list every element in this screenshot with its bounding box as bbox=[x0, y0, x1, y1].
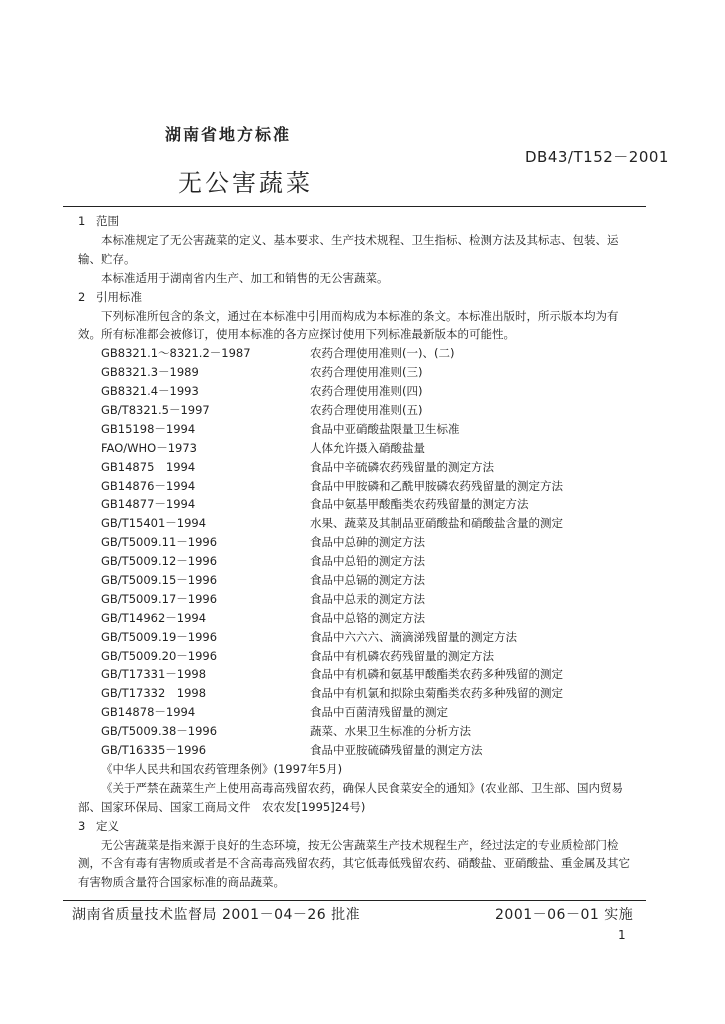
pesticide-regulation-reference: 《中华人民共和国农药管理条例》(1997年5月) bbox=[101, 761, 343, 776]
reference-code: GB14877－1994 bbox=[101, 497, 196, 512]
implementation-date: 2001－06－01 实施 bbox=[495, 907, 634, 923]
reference-code: GB/T17331－1998 bbox=[101, 667, 207, 682]
section-title: 定义 bbox=[96, 818, 119, 833]
reference-title: 农药合理使用准则(五) bbox=[310, 403, 423, 418]
reference-code: GB/T5009.17－1996 bbox=[101, 591, 218, 606]
reference-title: 食品中百菌清残留量的测定 bbox=[310, 705, 448, 720]
reference-code: GB/T15401－1994 bbox=[101, 516, 207, 531]
reference-code: GB15198－1994 bbox=[101, 421, 196, 436]
reference-code: GB/T5009.19－1996 bbox=[101, 629, 218, 644]
reference-row bbox=[78, 722, 638, 741]
reference-row bbox=[78, 647, 638, 666]
reference-title: 农药合理使用准则(四) bbox=[310, 384, 423, 399]
reference-row bbox=[78, 533, 638, 552]
section-title: 范围 bbox=[96, 214, 119, 228]
definition-paragraph: 无公害蔬菜是指来源于良好的生态环境，按无公害蔬菜生产技术规程生产，经过法定的专业质检部门检测，不含有毒有害物质或者是不含高毒高残留农药，其它低毒低残留农药、硝酸盐、亚硝酸盐、重金属及其它有害物质含量符合国家标准的商品蔬菜。 bbox=[78, 837, 630, 890]
reference-row bbox=[78, 571, 638, 590]
reference-title: 蔬菜、水果卫生标准的分析方法 bbox=[310, 724, 471, 739]
reference-row bbox=[78, 741, 638, 760]
section-title: 引用标准 bbox=[96, 289, 142, 304]
standard-code: DB43/T152－2001 bbox=[525, 148, 669, 166]
section-heading-scope bbox=[78, 212, 638, 231]
reference-row bbox=[78, 363, 638, 382]
reference-row bbox=[78, 439, 638, 458]
reference-title: 水果、蔬菜及其制品亚硝酸盐和硝酸盐含量的测定 bbox=[310, 516, 563, 531]
reference-title: 食品中有机磷农药残留量的测定方法 bbox=[310, 648, 494, 663]
reference-code: GB/T5009.15－1996 bbox=[101, 573, 218, 588]
reference-code: GB14876－1994 bbox=[101, 478, 196, 493]
section-number: 1 bbox=[78, 214, 86, 228]
reference-title: 食品中甲胺磷和乙酰甲胺磷农药残留量的测定方法 bbox=[310, 478, 563, 493]
page-number: 1 bbox=[618, 928, 626, 942]
reference-code: GB8321.4－1993 bbox=[101, 384, 199, 399]
reference-title: 食品中总砷的测定方法 bbox=[310, 535, 425, 550]
ministry-notice-reference: 《关于严禁在蔬菜生产上使用高毒高残留农药，确保人民食菜安全的通知》(农业部、卫生部、国内贸易部、国家环保局、国家工商局文件 农农发[1995]24号) bbox=[78, 780, 623, 814]
reference-row bbox=[78, 420, 638, 439]
reference-code: GB/T14962－1994 bbox=[101, 610, 207, 625]
reference-title: 农药合理使用准则(一)、(二) bbox=[310, 346, 455, 361]
standard-category: 湖南省地方标准 bbox=[165, 125, 292, 144]
reference-code: GB/T5009.12－1996 bbox=[101, 554, 218, 569]
reference-title: 食品中总铬的测定方法 bbox=[310, 610, 425, 625]
reference-list bbox=[78, 344, 638, 760]
reference-title: 食品中有机氯和拟除虫菊酯类农药多种残留的测定 bbox=[310, 686, 563, 701]
reference-title: 食品中总镉的测定方法 bbox=[310, 573, 425, 588]
section-heading-definition bbox=[78, 817, 638, 836]
reference-row bbox=[78, 609, 638, 628]
reference-code: GB/T8321.5－1997 bbox=[101, 403, 210, 418]
reference-title: 食品中亚硝酸盐限量卫生标准 bbox=[310, 421, 460, 436]
reference-row bbox=[78, 477, 638, 496]
reference-code: GB/T17332 1998 bbox=[101, 686, 207, 701]
section-heading-references bbox=[78, 288, 638, 307]
reference-title: 人体允许摄入硝酸盐量 bbox=[310, 440, 425, 455]
reference-row bbox=[78, 684, 638, 703]
section-number: 2 bbox=[78, 289, 86, 304]
reference-code: GB8321.3－1989 bbox=[101, 365, 199, 380]
reference-row bbox=[78, 665, 638, 684]
reference-title: 食品中氨基甲酸酯类农药残留量的测定方法 bbox=[310, 497, 529, 512]
reference-title: 食品中亚胺硫磷残留量的测定方法 bbox=[310, 743, 483, 758]
reference-title: 农药合理使用准则(三) bbox=[310, 365, 423, 380]
reference-code: GB/T5009.11－1996 bbox=[101, 535, 218, 550]
approval-statement: 湖南省质量技术监督局 2001－04－26 批准 bbox=[72, 907, 361, 923]
reference-code: GB14878－1994 bbox=[101, 705, 196, 720]
reference-title: 食品中总汞的测定方法 bbox=[310, 591, 425, 606]
reference-code: GB/T16335－1996 bbox=[101, 743, 207, 758]
reference-row bbox=[78, 703, 638, 722]
reference-row bbox=[78, 401, 638, 420]
reference-row bbox=[78, 514, 638, 533]
section-number: 3 bbox=[78, 818, 86, 833]
reference-row bbox=[78, 552, 638, 571]
reference-code: FAO/WHO－1973 bbox=[101, 440, 197, 455]
reference-code: GB14875 1994 bbox=[101, 459, 196, 474]
references-intro: 下列标准所包含的条文，通过在本标准中引用而构成为本标准的条文。本标准出版时，所示版本均为有效。所有标准都会被修订，使用本标准的各方应探讨使用下列标准最新版本的可能性。 bbox=[78, 308, 619, 342]
reference-title: 食品中有机磷和氨基甲酸酯类农药多种残留的测定 bbox=[310, 667, 563, 682]
reference-row bbox=[78, 458, 638, 477]
reference-code: GB/T5009.20－1996 bbox=[101, 648, 218, 663]
document-body bbox=[78, 212, 638, 892]
footer-divider bbox=[63, 900, 646, 901]
reference-row bbox=[78, 495, 638, 514]
document-title: 无公害蔬菜 bbox=[178, 169, 313, 197]
reference-row bbox=[78, 344, 638, 363]
scope-paragraph-2: 本标准适用于湖南省内生产、加工和销售的无公害蔬菜。 bbox=[101, 270, 389, 285]
header-divider bbox=[63, 206, 646, 207]
reference-title: 食品中总铅的测定方法 bbox=[310, 554, 425, 569]
reference-row bbox=[78, 382, 638, 401]
reference-title: 食品中六六六、滴滴涕残留量的测定方法 bbox=[310, 629, 517, 644]
reference-code: GB8321.1～8321.2－1987 bbox=[101, 346, 251, 361]
reference-title: 食品中辛硫磷农药残留量的测定方法 bbox=[310, 459, 494, 474]
scope-paragraph-1: 本标准规定了无公害蔬菜的定义、基本要求、生产技术规程、卫生指标、检测方法及其标志、包装、运输、贮存。 bbox=[78, 232, 619, 266]
reference-row bbox=[78, 590, 638, 609]
reference-code: GB/T5009.38－1996 bbox=[101, 724, 218, 739]
reference-row bbox=[78, 628, 638, 647]
